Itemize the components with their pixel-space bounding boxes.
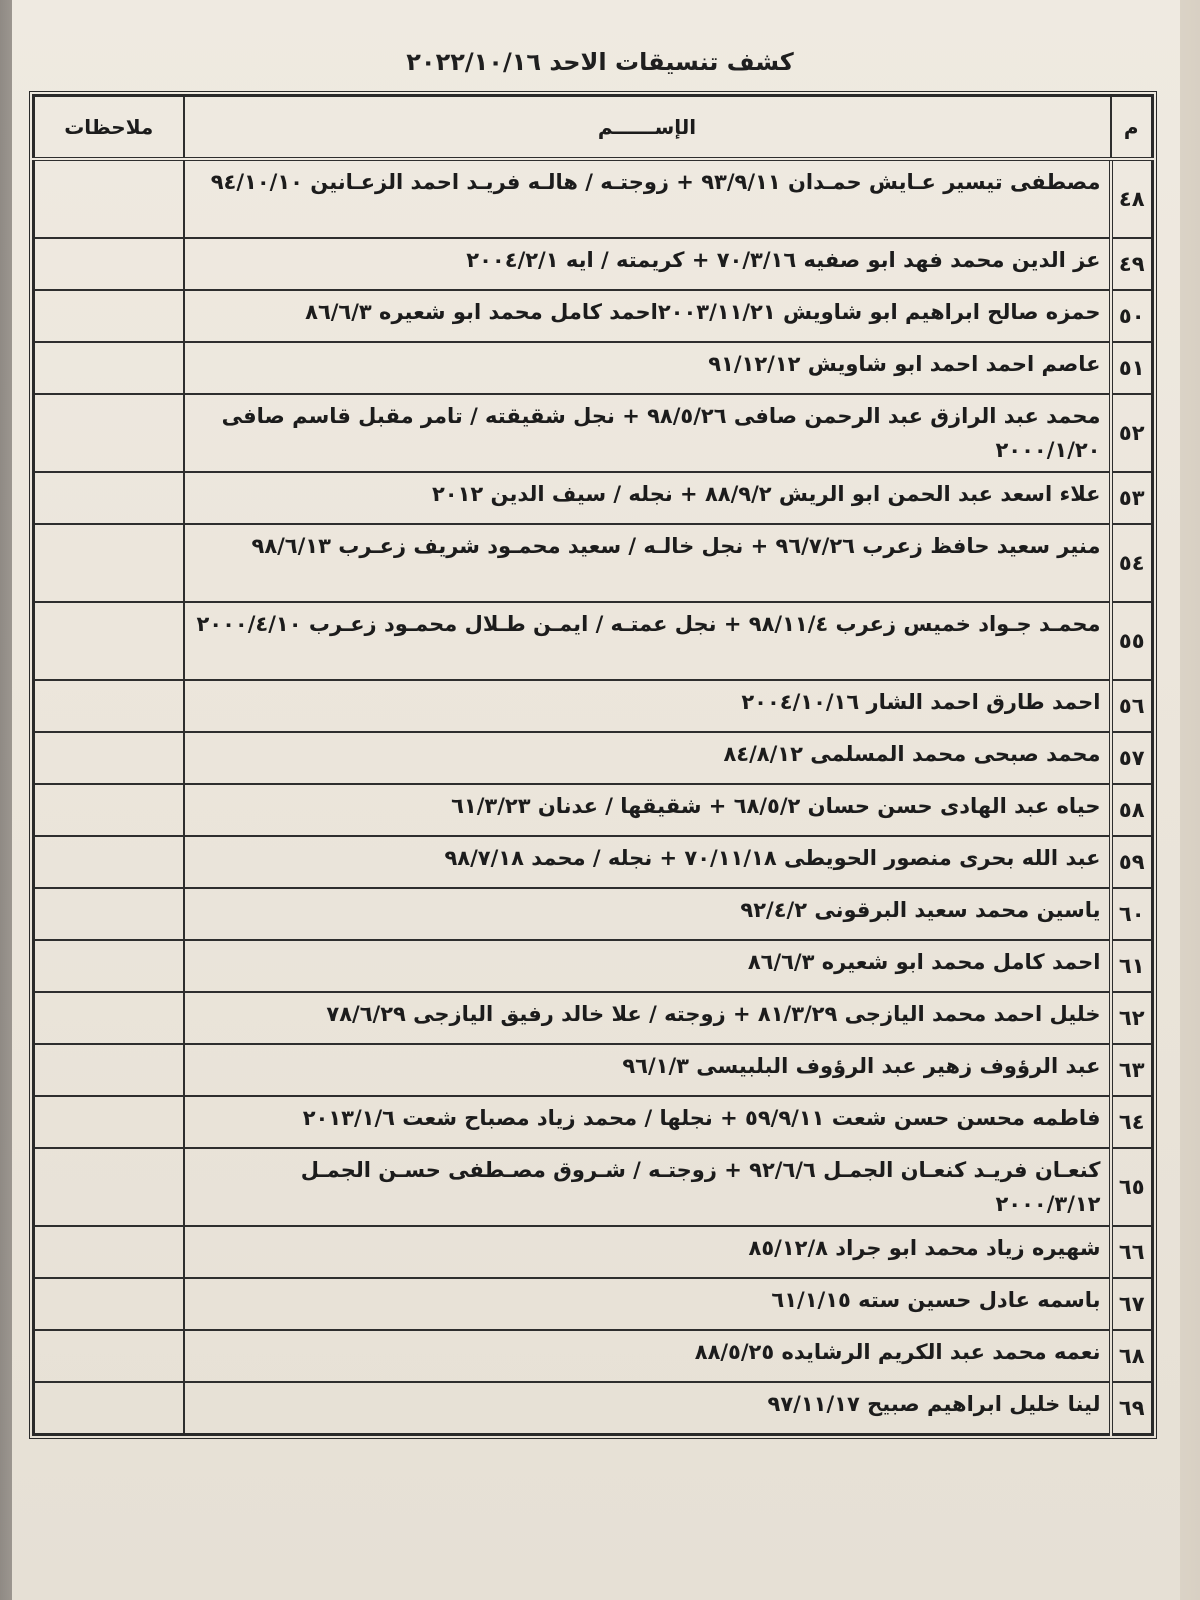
row-number: ٥٣ <box>1111 472 1153 524</box>
row-name: فاطمه محسن حسن شعت ٥٩/٩/١١ + نجلها / محمد زياد مصباح شعت ٢٠١٣/١/٦ <box>184 1096 1111 1148</box>
table-row <box>34 1096 1153 1148</box>
document-title: كشف تنسيقات الاحد ٢٠٢٢/١٠/١٦ <box>406 48 794 76</box>
table-row <box>34 784 1153 836</box>
row-number: ٦٣ <box>1111 1044 1153 1096</box>
row-name: علاء اسعد عبد الحمن ابو الريش ٨٨/٩/٢ + نجله / سيف الدين ٢٠١٢ <box>184 472 1111 524</box>
row-name: باسمه عادل حسين سته ٦١/١/١٥ <box>184 1278 1111 1330</box>
row-notes <box>34 342 184 394</box>
row-number: ٦٧ <box>1111 1278 1153 1330</box>
table-row <box>34 1148 1153 1226</box>
row-name: عز الدين محمد فهد ابو صفيه ٧٠/٣/١٦ + كريمته / ايه ٢٠٠٤/٢/١ <box>184 238 1111 290</box>
table-row <box>34 680 1153 732</box>
table-row <box>34 394 1153 472</box>
row-number: ٦٢ <box>1111 992 1153 1044</box>
row-number: ٦٠ <box>1111 888 1153 940</box>
table-row <box>34 290 1153 342</box>
header-name: الإســــــم <box>184 96 1111 160</box>
row-name: شهيره زياد محمد ابو جراد ٨٥/١٢/٨ <box>184 1226 1111 1278</box>
table-row <box>34 888 1153 940</box>
row-name: مصطفى تيسير عـايش حمـدان ٩٣/٩/١١ + زوجتـه / هالـه فريـد احمد الزعـانين ٩٤/١٠/١٠ <box>184 159 1111 238</box>
table-row <box>34 342 1153 394</box>
row-number: ٦٤ <box>1111 1096 1153 1148</box>
row-notes <box>34 290 184 342</box>
table-row <box>34 1278 1153 1330</box>
table-row <box>34 1044 1153 1096</box>
row-notes <box>34 1330 184 1382</box>
table-row <box>34 940 1153 992</box>
row-number: ٦٨ <box>1111 1330 1153 1382</box>
row-name: محمـد جـواد خميس زعرب ٩٨/١١/٤ + نجل عمتـه / ايمـن طـلال محمـود زعـرب ٢٠٠٠/٤/١٠ <box>184 602 1111 680</box>
row-notes <box>34 1226 184 1278</box>
row-name: عاصم احمد احمد ابو شاويش ٩١/١٢/١٢ <box>184 342 1111 394</box>
row-number: ٥١ <box>1111 342 1153 394</box>
row-number: ٥٥ <box>1111 602 1153 680</box>
table-row <box>34 836 1153 888</box>
table-row <box>34 524 1153 602</box>
row-name: عبد الله بحرى منصور الحويطى ٧٠/١١/١٨ + نجله / محمد ٩٨/٧/١٨ <box>184 836 1111 888</box>
row-number: ٥٩ <box>1111 836 1153 888</box>
table-row <box>34 992 1153 1044</box>
row-name: محمد صبحى محمد المسلمى ٨٤/٨/١٢ <box>184 732 1111 784</box>
row-name: محمد عبد الرازق عبد الرحمن صافى ٩٨/٥/٢٦ + نجل شقيقته / تامر مقبل قاسم صافى ٢٠٠٠/١/٢٠ <box>184 394 1111 472</box>
row-notes <box>34 1148 184 1226</box>
row-name: نعمه محمد عبد الكريم الرشايده ٨٨/٥/٢٥ <box>184 1330 1111 1382</box>
row-notes <box>34 836 184 888</box>
row-number: ٥٢ <box>1111 394 1153 472</box>
row-name: احمد كامل محمد ابو شعيره ٨٦/٦/٣ <box>184 940 1111 992</box>
row-notes <box>34 784 184 836</box>
row-notes <box>34 159 184 238</box>
table-row <box>34 1330 1153 1382</box>
row-name: حياه عبد الهادى حسن حسان ٦٨/٥/٢ + شقيقها / عدنان ٦١/٣/٢٣ <box>184 784 1111 836</box>
row-number: ٤٩ <box>1111 238 1153 290</box>
row-notes <box>34 394 184 472</box>
row-name: حمزه صالح ابراهيم ابو شاويش ٢٠٠٣/١١/٢١احمد كامل محمد ابو شعيره ٨٦/٦/٣ <box>184 290 1111 342</box>
row-notes <box>34 1382 184 1435</box>
table-row <box>34 472 1153 524</box>
header-num: م <box>1111 96 1153 160</box>
table-row <box>34 732 1153 784</box>
row-notes <box>34 524 184 602</box>
row-notes <box>34 1044 184 1096</box>
row-notes <box>34 472 184 524</box>
row-name: عبد الرؤوف زهير عبد الرؤوف البلبيسى ٩٦/١/٣ <box>184 1044 1111 1096</box>
table-row <box>34 159 1153 238</box>
row-notes <box>34 1278 184 1330</box>
row-notes <box>34 602 184 680</box>
row-notes <box>34 732 184 784</box>
row-number: ٥٨ <box>1111 784 1153 836</box>
row-number: ٦١ <box>1111 940 1153 992</box>
row-notes <box>34 888 184 940</box>
row-number: ٤٨ <box>1111 159 1153 238</box>
row-number: ٦٩ <box>1111 1382 1153 1435</box>
row-number: ٥٤ <box>1111 524 1153 602</box>
row-number: ٥٠ <box>1111 290 1153 342</box>
row-name: كنعـان فريـد كنعـان الجمـل ٩٢/٦/٦ + زوجتـه / شـروق مصـطفى حسـن الجمـل ٢٠٠٠/٣/١٢ <box>184 1148 1111 1226</box>
row-name: احمد طارق احمد الشار ٢٠٠٤/١٠/١٦ <box>184 680 1111 732</box>
row-notes <box>34 992 184 1044</box>
row-number: ٦٥ <box>1111 1148 1153 1226</box>
row-number: ٦٦ <box>1111 1226 1153 1278</box>
row-notes <box>34 1096 184 1148</box>
header-notes: ملاحظات <box>34 96 184 160</box>
row-notes <box>34 238 184 290</box>
table-header-row <box>34 96 1153 160</box>
table-row <box>34 1382 1153 1435</box>
coordination-table <box>32 94 1154 1436</box>
row-name: منير سعيد حافظ زعرب ٩٦/٧/٢٦ + نجل خالـه / سعيد محمـود شريف زعـرب ٩٨/٦/١٣ <box>184 524 1111 602</box>
row-name: ياسين محمد سعيد البرقونى ٩٢/٤/٢ <box>184 888 1111 940</box>
row-number: ٥٦ <box>1111 680 1153 732</box>
table-row <box>34 602 1153 680</box>
row-notes <box>34 680 184 732</box>
table-row <box>34 1226 1153 1278</box>
row-name: لينا خليل ابراهيم صبيح ٩٧/١١/١٧ <box>184 1382 1111 1435</box>
row-number: ٥٧ <box>1111 732 1153 784</box>
row-notes <box>34 940 184 992</box>
row-name: خليل احمد محمد اليازجى ٨١/٣/٢٩ + زوجته / علا خالد رفيق اليازجى ٧٨/٦/٢٩ <box>184 992 1111 1044</box>
table-row <box>34 238 1153 290</box>
